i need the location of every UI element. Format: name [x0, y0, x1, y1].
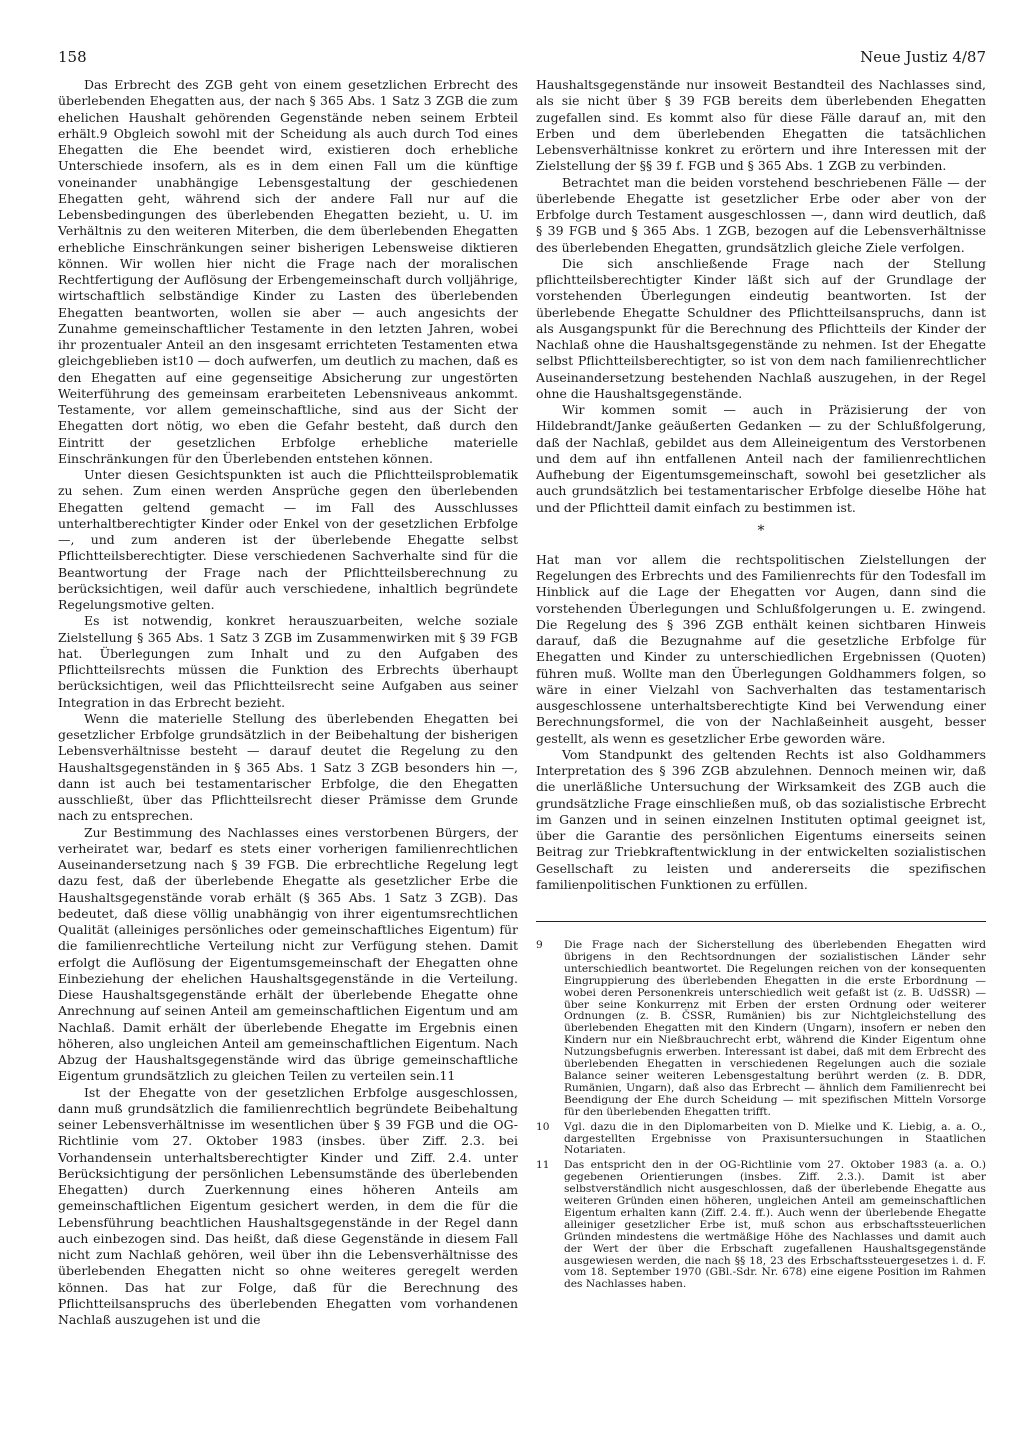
- paragraph: Es ist notwendig, konkret herauszuarbeiten, welche soziale Zielstellung § 365 Abs. 1 Satz 3 ZGB im Zusammenwirken mit § 39 FGB hat. Überlegungen zum Inhalt und zu den Aufgaben des Pflichtteilsrechts müssen die Funktion des Erbrechts überhaupt berücksichtigen, weil das Pflichtteilsrecht seine Aufgaben aus seiner Integration in das Erbrecht bezieht.: [58, 613, 518, 710]
- paragraph: Ist der Ehegatte von der gesetzlichen Erbfolge ausgeschlossen, dann muß grundsätzlich die familienrechtlich begründete Beibehaltung seiner Lebensverhältnisse im wesentlichen über § 39 FGB und die OG-Richtlinie vom 27. Oktober 1983 (insbes. über Ziff. 2.3. bei Vorhandensein unterhaltsberechtigter Kinder und Ziff. 2.4. unter Berücksichtigung der persönlichen Lebensumstände des überlebenden Ehegatten) durch Zuerkennung eines höheren Anteils am gemeinschaftlichen Eigentum gesichert werden, in dem die für die Lebensführung beachtlichen Haushaltsgegenstände in der Regel dann auch einbezogen sind. Das heißt, daß diese Gegenstände in diesem Fall nicht zum Nachlaß gehören, weil über ihn die Lebensverhältnisse des überlebenden Ehegatten nicht so ohne weiteres geregelt werden können. Das hat zur Folge, daß für die Berechnung des Pflichtteilsanspruchs des überlebenden Ehegatten vom vorhandenen Nachlaß auszugehen ist und die: [58, 1084, 518, 1327]
- paragraph: Wir kommen somit — auch in Präzisierung der von Hildebrandt/Janke geäußerten Gedanken — zu der Schlußfolgerung, daß der Nachlaß, gebildet aus dem Alleineigentum des Verstorbenen und dem auf ihn entfallenen Anteil nach der familienrechtlichen Aufhebung der Eigentumsgemeinschaft, sowohl bei gesetzlicher als auch grundsätzlich bei testamentarischer Erbfolge dieselbe Höhe hat und der Pflichtteil damit einfach zu bestimmen ist.: [536, 402, 986, 515]
- paragraph: Die sich anschließende Frage nach der Stellung pflichtteilsberechtigter Kinder läßt sich auf der Grundlage der vorstehenden Überlegungen eindeutig beantworten. Ist der überlebende Ehegatte Schuldner des Pflichtteilsanspruchs, dann ist als Ausgangspunkt für die Berechnung des Pflichtteils der Kinder der Nachlaß ohne die Haushaltsgegenstände zu nehmen. Ist der Ehegatte selbst Pflichtteilsberechtigter, so ist von dem nach familienrechtlicher Auseinandersetzung bestehenden Nachlaß auszugehen, in der Regel ohne die Haushaltsgegenstände.: [536, 255, 986, 401]
- footnote-text: Das entspricht den in der OG-Richtlinie vom 27. Oktober 1983 (a. a. O.) gegebenen Orientierungen (insbes. Ziff. 2.3.). Damit ist aber selbstverständlich nicht ausgeschlossen, daß der überlebende Ehegatte aus weiteren Gründen einen höheren, ungleichen Anteil am gemeinschaftlichen Eigentum erhalten kann (Ziff. 2.4. ff.). Auch wenn der überlebende Ehegatte alleiniger gesetzlicher Erbe ist, muß schon aus erbschaftssteuerlichen Gründen mindestens die wertmäßige Höhe des Nachlasses und damit auch der Wert der über die Erbschaft zugefallenen Haushaltsgegenstände ausgewiesen werden, die nach §§ 18, 23 des Erbschaftssteuergesetzes i. d. F. vom 18. September 1970 (GBl.-Sdr. Nr. 678) eine eigene Position im Rahmen des Nachlasses haben.: [564, 1159, 986, 1291]
- footnote-number: 10: [536, 1120, 550, 1133]
- footnote-divider: [536, 921, 986, 922]
- footnote-text: Die Frage nach der Sicherstellung des überlebenden Ehegatten wird übrigens in den Rechtsordnungen der sozialistischen Länder sehr unterschiedlich beantwortet. Die Regelungen reichen von der konsequenten Eingruppierung des überlebenden Ehegatten in die erste Erbordnung — wobei deren Personenkreis unterschiedlich weit gefaßt ist (z. B. UdSSR) — über seine Konkurrenz mit Erben der ersten Ordnung oder weiterer Ordnungen (z. B. ČSSR, Rumänien) bis zur Nichtgleichstellung des überlebenden Ehegatten mit den Kindern (Ungarn), insofern er neben den Kindern nur ein Nießbrauchrecht erbt, während die Kinder Eigentum ohne Nutzungsbefugnis erwerben. Interessant ist dabei, daß mit dem Erbrecht des überlebenden Ehegatten in verschiedenen Regelungen auch die soziale Balance seiner weiteren Lebensgestaltung berührt werden (z. B. DDR, Rumänien, Ungarn), daß also das Erbrecht — ähnlich dem Familienrecht bei Beendigung der Ehe durch Scheidung — mit spezifischen Mitteln Vorsorge für den überlebenden Ehegatten trifft.: [564, 939, 986, 1118]
- paragraph: Hat man vor allem die rechtspolitischen Zielstellungen der Regelungen des Erbrechts und des Familienrechts für den Todesfall im Hinblick auf die Lage der Ehegatten vor Augen, dann sind die vorstehenden Überlegungen und Schlußfolgerungen u. E. zwingend. Die Regelung des § 396 ZGB enthält keinen sichtbaren Hinweis darauf, daß die Bezugnahme auf die gesetzliche Erbfolge für Ehegatten und Kinder zu unterschiedlichen Ergebnissen (Quoten) führen muß. Wollte man den Überlegungen Goldhammers folgen, so wäre in einer Vielzahl von Sachverhalten das testamentarisch ausgeschlossene unterhaltsberechtigte Kind bei Verwendung einer Berechnungsformel, die von der Nachlaßeinheit ausgeht, besser gestellt, als wenn es gesetzlicher Erbe geworden wäre.: [536, 551, 986, 746]
- paragraph: Vom Standpunkt des geltenden Rechts ist also Goldhammers Interpretation des § 396 ZGB abzulehnen. Dennoch meinen wir, daß die unerläßliche Untersuchung der Wirksamkeit des ZGB auch die grundsätzliche Frage einschließen muß, ob das sozialistische Erbrecht im Ganzen und in seinen einzelnen Instituten optimal geeignet ist, über die Garantie des persönlichen Eigentums einerseits seinen Beitrag zur Triebkraftentwicklung in der entwickelten sozialistischen Gesellschaft zu leisten und andererseits die spezifischen familienpolitischen Funktionen zu erfüllen.: [536, 746, 986, 892]
- paragraph: Das Erbrecht des ZGB geht von einem gesetzlichen Erbrecht des überlebenden Ehegatten aus, der nach § 365 Abs. 1 Satz 3 ZGB die zum ehelichen Haushalt gehörenden Gegenstände neben seinem Erbteil erhält.9 Obgleich sowohl mit der Scheidung als auch durch Tod eines Ehegatten die Ehe beendet wird, existieren doch erhebliche Unterschiede insofern, als es in dem einen Fall um die künftige voneinander unabhängige Lebensgestaltung der geschiedenen Ehegatten geht, während sich der andere Fall nur auf die Lebensbedingungen des überlebenden Ehegatten bezieht, u. U. im Verhältnis zu den weiteren Miterben, die dem überlebenden Ehegatten erhebliche Einschränkungen seiner bisherigen Lebensweise diktieren können. Wir wollen hier nicht die Frage nach der moralischen Rechtfertigung der Auflösung der Erbengemeinschaft durch volljährige, wirtschaftlich selbständige Kinder zu Lasten des überlebenden Ehegatten beantworten, wollen sie aber — auch angesichts der Zunahme gemeinschaftlicher Testamente in den letzten Jahren, wobei ihr prozentualer Anteil an den insgesamt errichteten Testamenten etwa gleichgeblieben ist10 — doch aufwerfen, um deutlich zu machen, daß es den Ehegatten auf eine gegenseitige Absicherung zur ungestörten Weiterführung des gemeinsam erarbeiteten Lebensniveaus ankommt. Testamente, vor allem gemeinschaftliche, sind aus der Sicht der Ehegatten dort nötig, wo eben die Gefahr besteht, daß durch den Eintritt der gesetzlichen Erbfolge erhebliche materielle Einschränkungen für den Überlebenden entstehen können.: [58, 77, 518, 466]
- page-number: 158: [58, 48, 87, 66]
- right-column: [536, 77, 986, 1294]
- footnote-text: Vgl. dazu die in den Diplomarbeiten von D. Mielke und K. Liebig, a. a. O., dargestellten Ergebnisse von Praxisuntersuchungen in Staatlichen Notariaten.: [564, 1120, 986, 1157]
- paragraph: Betrachtet man die beiden vorstehend beschriebenen Fälle — der überlebende Ehegatte ist gesetzlicher Erbe oder aber von der Erbfolge durch Testament ausgeschlossen —, dann wird deutlich, daß § 39 FGB und § 365 Abs. 1 ZGB, bezogen auf die Lebensverhältnisse des überlebenden Ehegatten, grundsätzlich gleiche Ziele verfolgen.: [536, 174, 986, 255]
- left-column: [58, 77, 518, 1328]
- page-header: [58, 46, 986, 68]
- journal-title: Neue Justiz 4/87: [860, 48, 986, 66]
- footnote-number: 9: [536, 939, 543, 951]
- footnote: [536, 940, 986, 1119]
- footnote-number: 11: [536, 1159, 550, 1172]
- footnote: [536, 1160, 986, 1291]
- paragraph: Unter diesen Gesichtspunkten ist auch die Pflichtteilsproblematik zu sehen. Zum einen werden Ansprüche gegen den überlebenden Ehegatten geltend gemacht — im Fall des Ausschlusses unterhaltberechtigter Kinder oder Enkel von der gesetzlichen Erbfolge —, und zum anderen ist der überlebende Ehegatte selbst Pflichtteilsberechtigter. Diese verschiedenen Sachverhalte sind für die Beantwortung der Frage nach der Pflichtteilsberechnung zu berücksichtigen, weil dafür auch verschiedene, inhaltlich begründete Regelungsmotive gelten.: [58, 467, 518, 612]
- paragraph: Wenn die materielle Stellung des überlebenden Ehegatten bei gesetzlicher Erbfolge grundsätzlich in der Beibehaltung der bisherigen Lebensverhältnisse besteht — darauf deutet die Regelung zu den Haushaltsgegenständen in § 365 Abs. 1 Satz 3 ZGB besonders hin —, dann ist auch bei testamentarischer Erbfolge, die den Ehegatten ausschließt, über das Pflichtteilsrecht dieser Prämisse dem Grunde nach zu entsprechen.: [58, 710, 518, 824]
- section-separator: *: [757, 522, 765, 539]
- footnote: [536, 1122, 986, 1158]
- paragraph: Haushaltsgegenstände nur insoweit Bestandteil des Nachlasses sind, als sie nicht über § 39 FGB bereits dem überlebenden Ehegatten zugefallen sind. Es kommt also für diese Fälle darauf an, mit den Erben und dem überlebenden Ehegatten die tatsächlichen Lebensverhältnisse konkret zu erörtern und ihre Interessen mit der Zielstellung der §§ 39 f. FGB und § 365 Abs. 1 ZGB zu verbinden.: [536, 77, 986, 174]
- paragraph: Zur Bestimmung des Nachlasses eines verstorbenen Bürgers, der verheiratet war, bedarf es stets einer vorherigen familienrechtlichen Auseinandersetzung nach § 39 FGB. Die erbrechtliche Regelung legt dazu fest, daß der überlebende Ehegatte als gesetzlicher Erbe die Haushaltsgegenstände vorab erhält (§ 365 Abs. 1 Satz 3 ZGB). Das bedeutet, daß diese völlig unabhängig von ihrer eigentumsrechtlichen Qualität (alleiniges persönliches oder gemeinschaftliches Eigentum) für die familienrechtliche Verteilung nicht zur Verfügung stehen. Damit erfolgt die Auflösung der Eigentumsgemeinschaft der Ehegatten ohne Einbeziehung der ehelichen Haushaltsgegenstände in die Verteilung. Diese Haushaltsgegenstände erhält der überlebende Ehegatte ohne Anrechnung auf seinen Anteil am gemeinschaftlichen Eigentum und am Nachlaß. Damit erhält der überlebende Ehegatte im Ergebnis einen höheren, also ungleichen Anteil am gemeinschaftlichen Eigentum. Nach Abzug der Haushaltsgegenstände wird das übrige gemeinschaftliche Eigentum grundsätzlich zu gleichen Teilen zu verteilen sein.11: [58, 824, 518, 1084]
